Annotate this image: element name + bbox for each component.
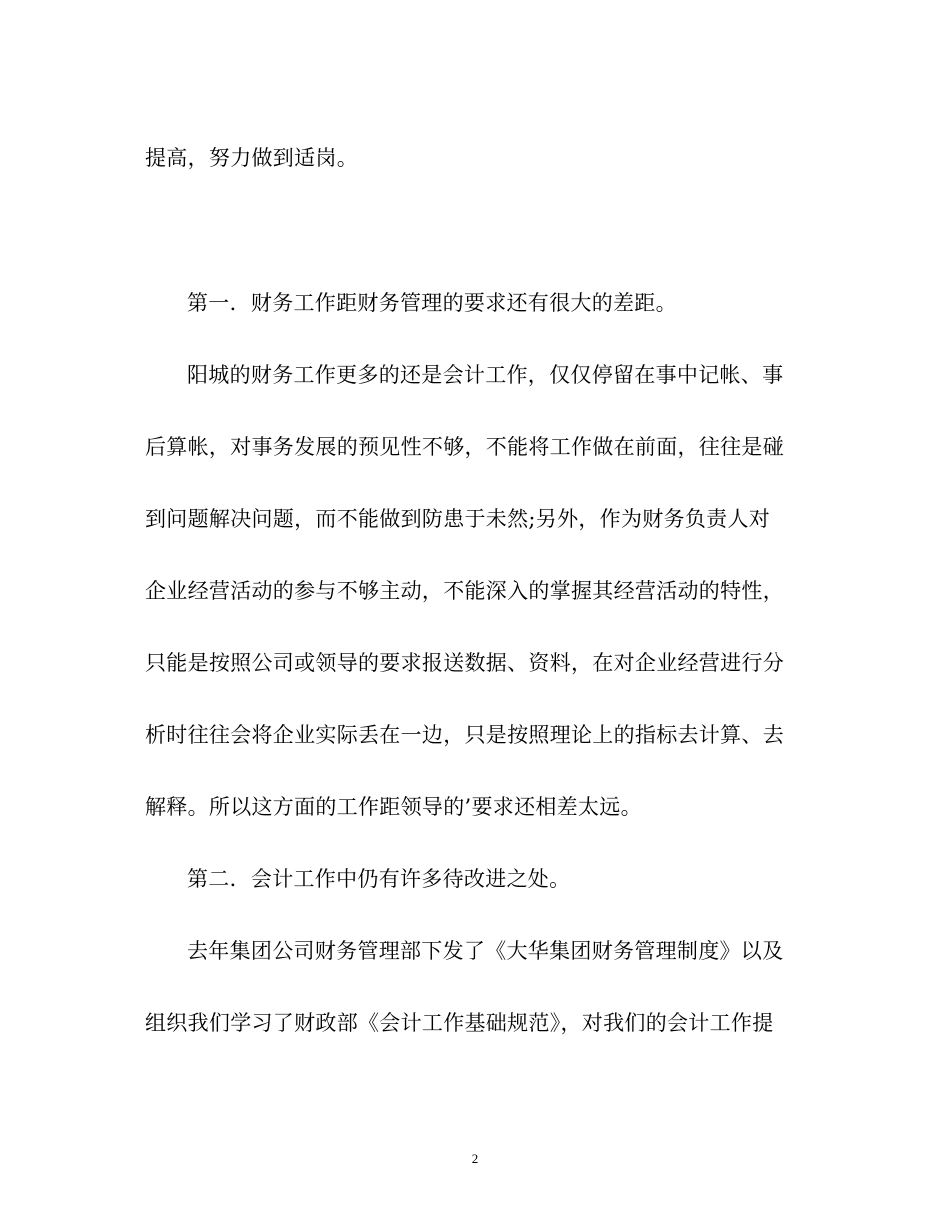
paragraph-1-line-6: 析时往往会将企业实际丢在一边，只是按照理论上的指标去计算、去	[145, 723, 784, 747]
page-number: 2	[471, 1151, 479, 1166]
paragraph-1-line-2: 后算帐，对事务发展的预见性不够，不能将工作做在前面，往往是碰	[145, 435, 784, 459]
paragraph-2-line-2: 组织我们学习了财政部《会计工作基础规范》，对我们的会计工作提	[145, 1011, 774, 1035]
paragraph-1-line-4: 企业经营活动的参与不够主动，不能深入的掌握其经营活动的特性，	[145, 579, 784, 603]
text-line-continuation: 提高，努力做到适岗。	[145, 146, 358, 170]
paragraph-2-line-1: 去年集团公司财务管理部下发了《大华集团财务管理制度》以及	[187, 939, 784, 963]
paragraph-1-line-5: 只能是按照公司或领导的要求报送数据、资料，在对企业经营进行分	[145, 651, 784, 675]
paragraph-1-line-3: 到问题解决问题，而不能做到防患于未然;另外，作为财务负责人对	[145, 507, 771, 531]
section-heading-1: 第一．财务工作距财务管理的要求还有很大的差距。	[187, 291, 677, 315]
paragraph-1-line-7: 解释。所以这方面的工作距领导的’要求还相差太远。	[145, 795, 642, 819]
section-heading-2: 第二．会计工作中仍有许多待改进之处。	[187, 867, 571, 891]
paragraph-1-line-1: 阳城的财务工作更多的还是会计工作，仅仅停留在事中记帐、事	[187, 363, 784, 387]
